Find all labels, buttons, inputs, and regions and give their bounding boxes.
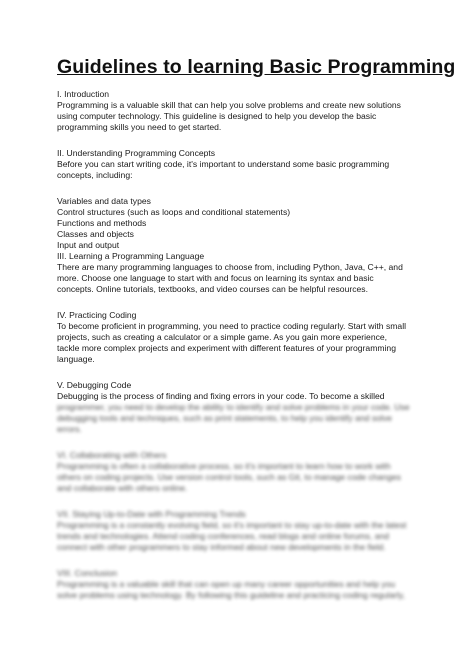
blurred-heading: VII. Staying Up-to-Date with Programming Trends bbox=[57, 509, 246, 519]
paragraph-line: Before you can start writing code, it's important to understand some basic programming bbox=[57, 159, 390, 169]
paragraph-line: programming skills you need to get started. bbox=[57, 122, 222, 132]
blurred-line: debugging tools and techniques, such as print statements, to help you identify and solve bbox=[57, 413, 392, 423]
list-item: Variables and data types bbox=[57, 196, 151, 206]
paragraph-line: concepts, including: bbox=[57, 170, 133, 180]
section-heading-concepts: II. Understanding Programming Concepts bbox=[57, 148, 216, 158]
list-item: Input and output bbox=[57, 240, 120, 250]
paragraph-line: Debugging is the process of finding and fixing errors in your code. To become a skilled bbox=[57, 391, 385, 401]
blurred-line: Programming is often a collaborative process, so it's important to learn how to work with bbox=[57, 461, 391, 471]
blurred-heading: VIII. Conclusion bbox=[57, 568, 118, 578]
blurred-line: solve problems using technology. By following this guideline and practicing coding regularly, bbox=[57, 590, 405, 600]
blurred-heading: VI. Collaborating with Others bbox=[57, 450, 167, 460]
blurred-line: Programming is a valuable skill that can open up many career opportunities and help you bbox=[57, 579, 396, 589]
blurred-line: Programming is a constantly evolving field, so it's important to stay up-to-date with the latest bbox=[57, 520, 407, 530]
blurred-line: errors. bbox=[57, 424, 82, 434]
list-item: Control structures (such as loops and conditional statements) bbox=[57, 207, 291, 217]
paragraph-line: concepts. Online tutorials, textbooks, and video courses can be helpful resources. bbox=[57, 284, 368, 294]
paragraph-line: more. Choose one language to start with and focus on learning its syntax and basic bbox=[57, 273, 374, 283]
list-item: Classes and objects bbox=[57, 229, 134, 239]
blurred-line: connect with other programmers to stay informed about new developments in the field. bbox=[57, 542, 386, 552]
document-title: Guidelines to learning Basic Programming bbox=[57, 56, 456, 78]
section-heading-debugging: V. Debugging Code bbox=[57, 380, 132, 390]
paragraph-line: language. bbox=[57, 354, 95, 364]
section-heading-language: III. Learning a Programming Language bbox=[57, 251, 205, 261]
blurred-line: and collaborate with others online. bbox=[57, 483, 188, 493]
blurred-line: others on coding projects. Use version control tools, such as Git, to manage code changes bbox=[57, 472, 401, 482]
blurred-line: programmer, you need to develop the ability to identify and solve problems in your code. Use bbox=[57, 402, 410, 412]
paragraph-line: using computer technology. This guideline is designed to help you develop the basic bbox=[57, 111, 377, 121]
paragraph-line: Programming is a valuable skill that can help you solve problems and create new solutions bbox=[57, 100, 401, 110]
section-heading-practicing: IV. Practicing Coding bbox=[57, 310, 137, 320]
section-heading-introduction: I. Introduction bbox=[57, 89, 110, 99]
paragraph-line: To become proficient in programming, you need to practice coding regularly. Start with small bbox=[57, 321, 407, 331]
list-item: Functions and methods bbox=[57, 218, 147, 228]
paragraph-line: There are many programming languages to choose from, including Python, Java, C++, and bbox=[57, 262, 403, 272]
paragraph-line: tackle more complex projects and experiment with different features of your programming bbox=[57, 343, 396, 353]
paragraph-line: projects, such as creating a calculator or a simple game. As you gain more experience, bbox=[57, 332, 388, 342]
blurred-line: trends and technologies. Attend coding conferences, read blogs and online forums, and bbox=[57, 531, 390, 541]
